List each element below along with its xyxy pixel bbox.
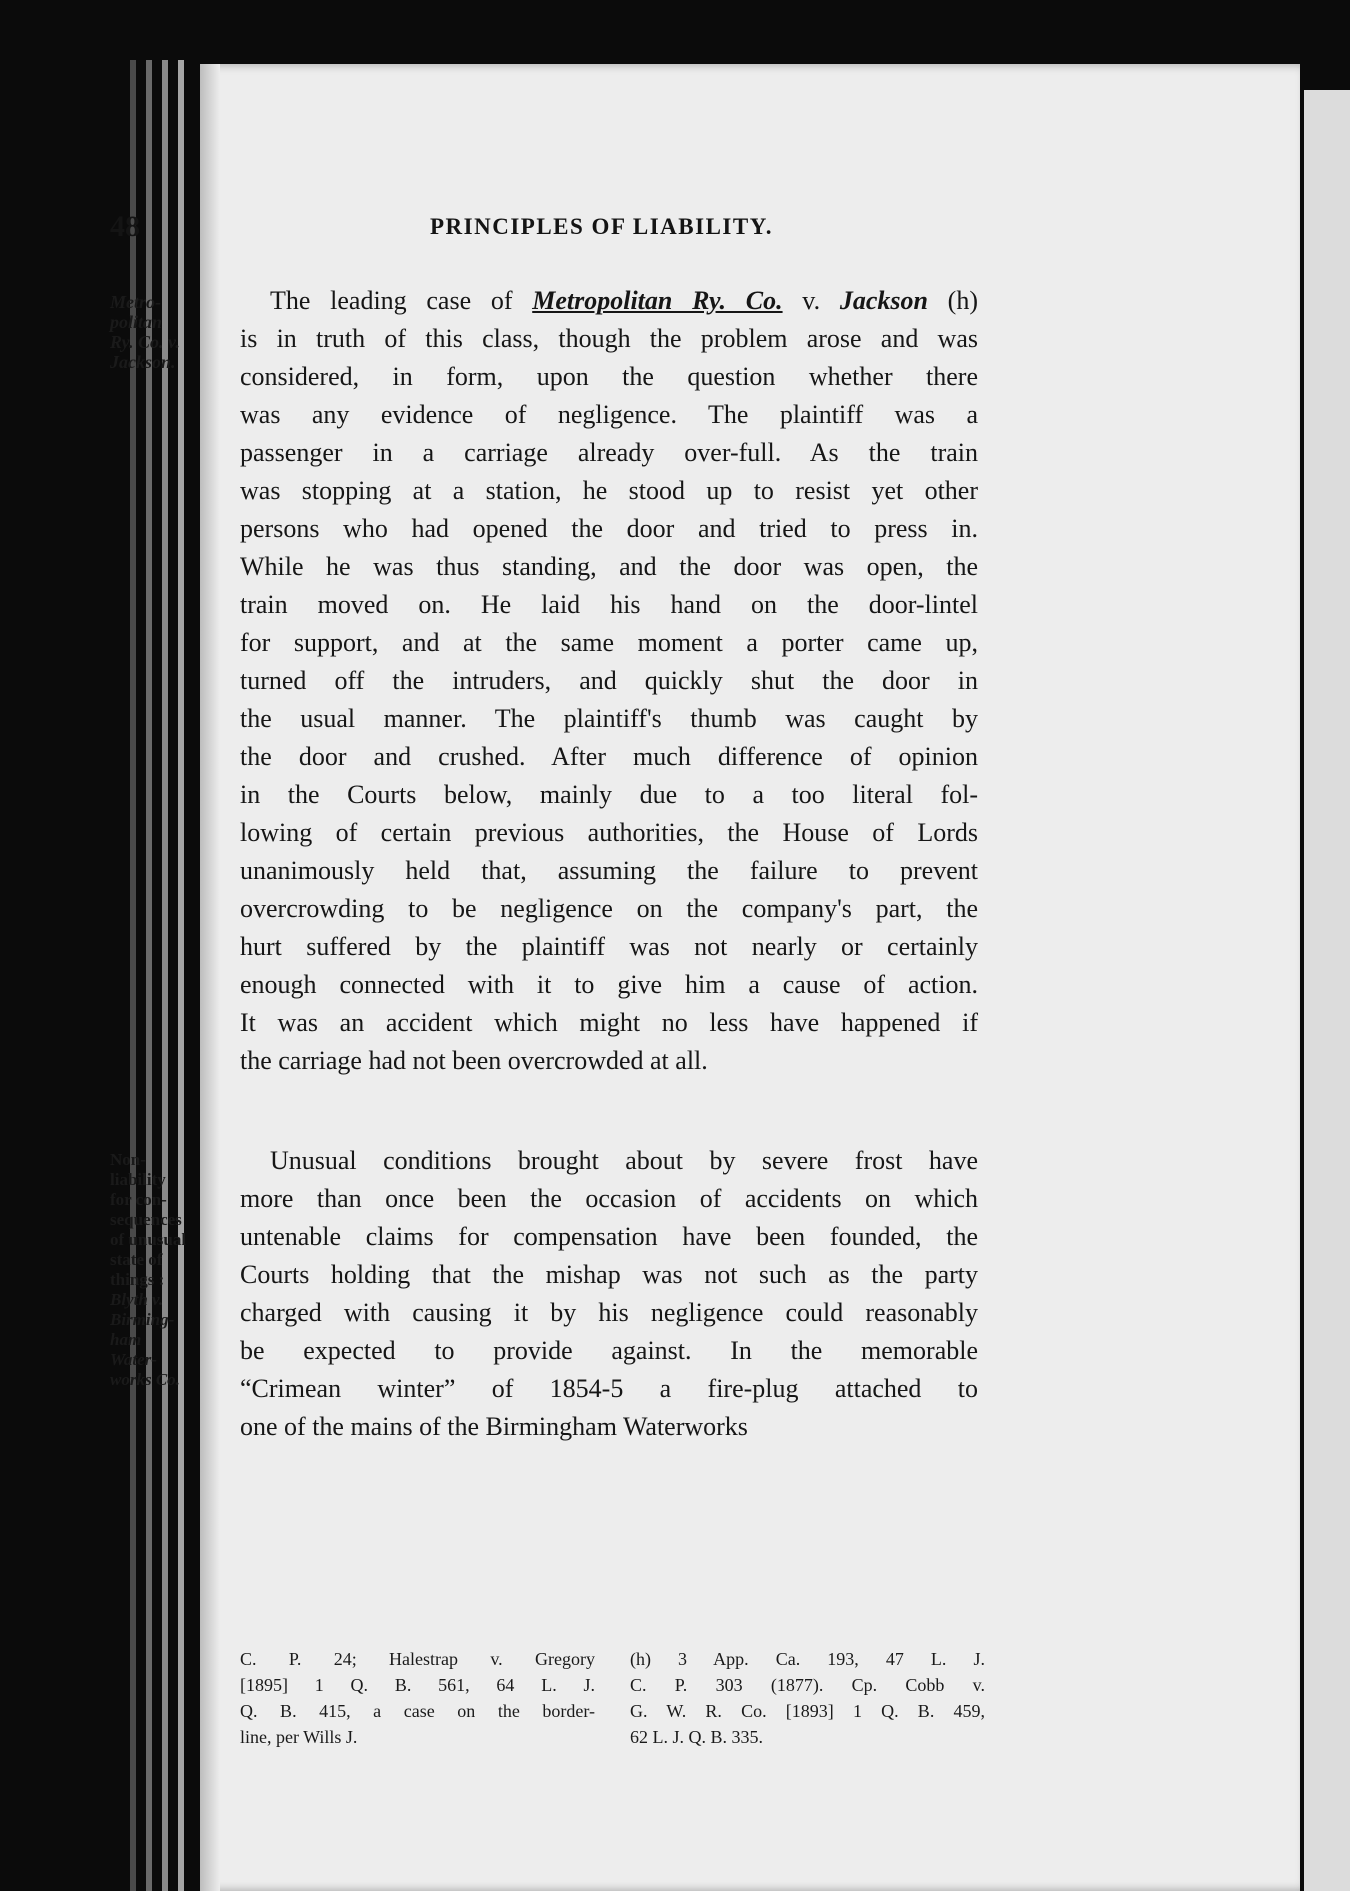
text-line: untenable claims for compensation have been founded, the (240, 1222, 978, 1251)
margin-note-non-liability (110, 1150, 220, 1390)
text-line: C. P. 303 (1877). Cp. Cobb v. (630, 1675, 985, 1695)
paragraph-metropolitan (240, 282, 978, 1080)
text-line: in the Courts below, mainly due to a too literal fol- (240, 780, 978, 809)
text-line: unanimously held that, assuming the failure to prevent (240, 856, 978, 885)
text-line: lowing of certain previous authorities, the House of Lords (240, 818, 978, 847)
text-line: Unusual conditions brought about by severe frost have (270, 1146, 978, 1175)
margin-note-line: sequences (110, 1210, 182, 1229)
margin-note-line: Water- (110, 1350, 157, 1369)
text-line: hurt suffered by the plaintiff was not nearly or certainly (240, 932, 978, 961)
case-party: Jackson (839, 286, 928, 315)
text-line: turned off the intruders, and quickly shut the door in (240, 666, 978, 695)
margin-note-line: Non- (110, 1150, 146, 1169)
text-line: is in truth of this class, though the problem arose and was (240, 324, 978, 353)
running-head: PRINCIPLES OF LIABILITY. (430, 214, 773, 239)
footnote-ref: (h) (927, 286, 978, 315)
margin-note-line: liability (110, 1170, 166, 1189)
page-number: 48 (110, 210, 140, 243)
text-line: one of the mains of the Birmingham Waterworks (240, 1412, 748, 1441)
text-line: “Crimean winter” of 1854-5 a fire-plug attached to (240, 1374, 978, 1403)
footnote-left-column (240, 1646, 595, 1750)
next-page-edge (1304, 90, 1350, 1891)
text-line: charged with causing it by his negligence could reasonably (240, 1298, 978, 1327)
text-line: C. P. 24; Halestrap v. Gregory (240, 1649, 595, 1669)
paragraph-lines (240, 320, 978, 1080)
text-run: The leading case of (270, 286, 533, 315)
text-line: (h) 3 App. Ca. 193, 47 L. J. (630, 1649, 985, 1669)
footnote-right-column (630, 1646, 985, 1750)
text-line: It was an accident which might no less have happened if (240, 1008, 978, 1037)
margin-note-metropolitan (110, 292, 220, 372)
margin-note-line: things : (110, 1270, 165, 1289)
text-line: the usual manner. The plaintiff's thumb was caught by (240, 704, 978, 733)
paragraph-lines (240, 1142, 978, 1446)
text-line: [1895] 1 Q. B. 561, 64 L. J. (240, 1675, 595, 1695)
page-header (110, 210, 980, 250)
margin-note-line: Jackson. (110, 352, 176, 372)
text-line: more than once been the occasion of accidents on which (240, 1184, 978, 1213)
text-line: considered, in form, upon the question whether there (240, 362, 978, 391)
text-line: Courts holding that the mishap was not such as the party (240, 1260, 978, 1289)
text-line: enough connected with it to give him a cause of action. (240, 970, 978, 999)
text-line: for support, and at the same moment a porter came up, (240, 628, 978, 657)
paragraph-unusual-conditions (240, 1142, 978, 1446)
text-line: was any evidence of negligence. The plaintiff was a (240, 400, 978, 429)
margin-note-line: works Co. (110, 1370, 180, 1389)
margin-note-line: state of (110, 1250, 163, 1269)
text-line: was stopping at a station, he stood up to resist yet other (240, 476, 978, 505)
text-line: persons who had opened the door and tried to press in. (240, 514, 978, 543)
margin-note-line: Birming- (110, 1310, 175, 1329)
margin-note-line: politan (110, 312, 163, 332)
margin-note-line: Ry. Co. v. (110, 332, 180, 352)
margin-note-line: for con- (110, 1190, 167, 1209)
text-line: overcrowding to be negligence on the company's part, the (240, 894, 978, 923)
text-run: v. (782, 286, 840, 315)
text-line: train moved on. He laid his hand on the door-lintel (240, 590, 978, 619)
margin-note-line: Blyth v. (110, 1290, 164, 1309)
text-line: be expected to provide against. In the memorable (240, 1336, 978, 1365)
text-line: passenger in a carriage already over-full. As the train (240, 438, 978, 467)
text-line: While he was thus standing, and the door was open, the (240, 552, 978, 581)
margin-note-line: Metro- (110, 292, 161, 312)
margin-note-line: of unusual (110, 1230, 187, 1249)
text-line: G. W. R. Co. [1893] 1 Q. B. 459, (630, 1701, 985, 1721)
text-line: 62 L. J. Q. B. 335. (630, 1727, 764, 1747)
text-line: the door and crushed. After much difference of opinion (240, 742, 978, 771)
paragraph-first-line (240, 282, 978, 320)
text-line: the carriage had not been overcrowded at all. (240, 1046, 708, 1075)
text-line: line, per Wills J. (240, 1727, 358, 1747)
case-name: Metropolitan Ry. Co. (532, 286, 783, 315)
margin-note-line: ham (110, 1330, 142, 1349)
text-line: Q. B. 415, a case on the border- (240, 1701, 595, 1721)
